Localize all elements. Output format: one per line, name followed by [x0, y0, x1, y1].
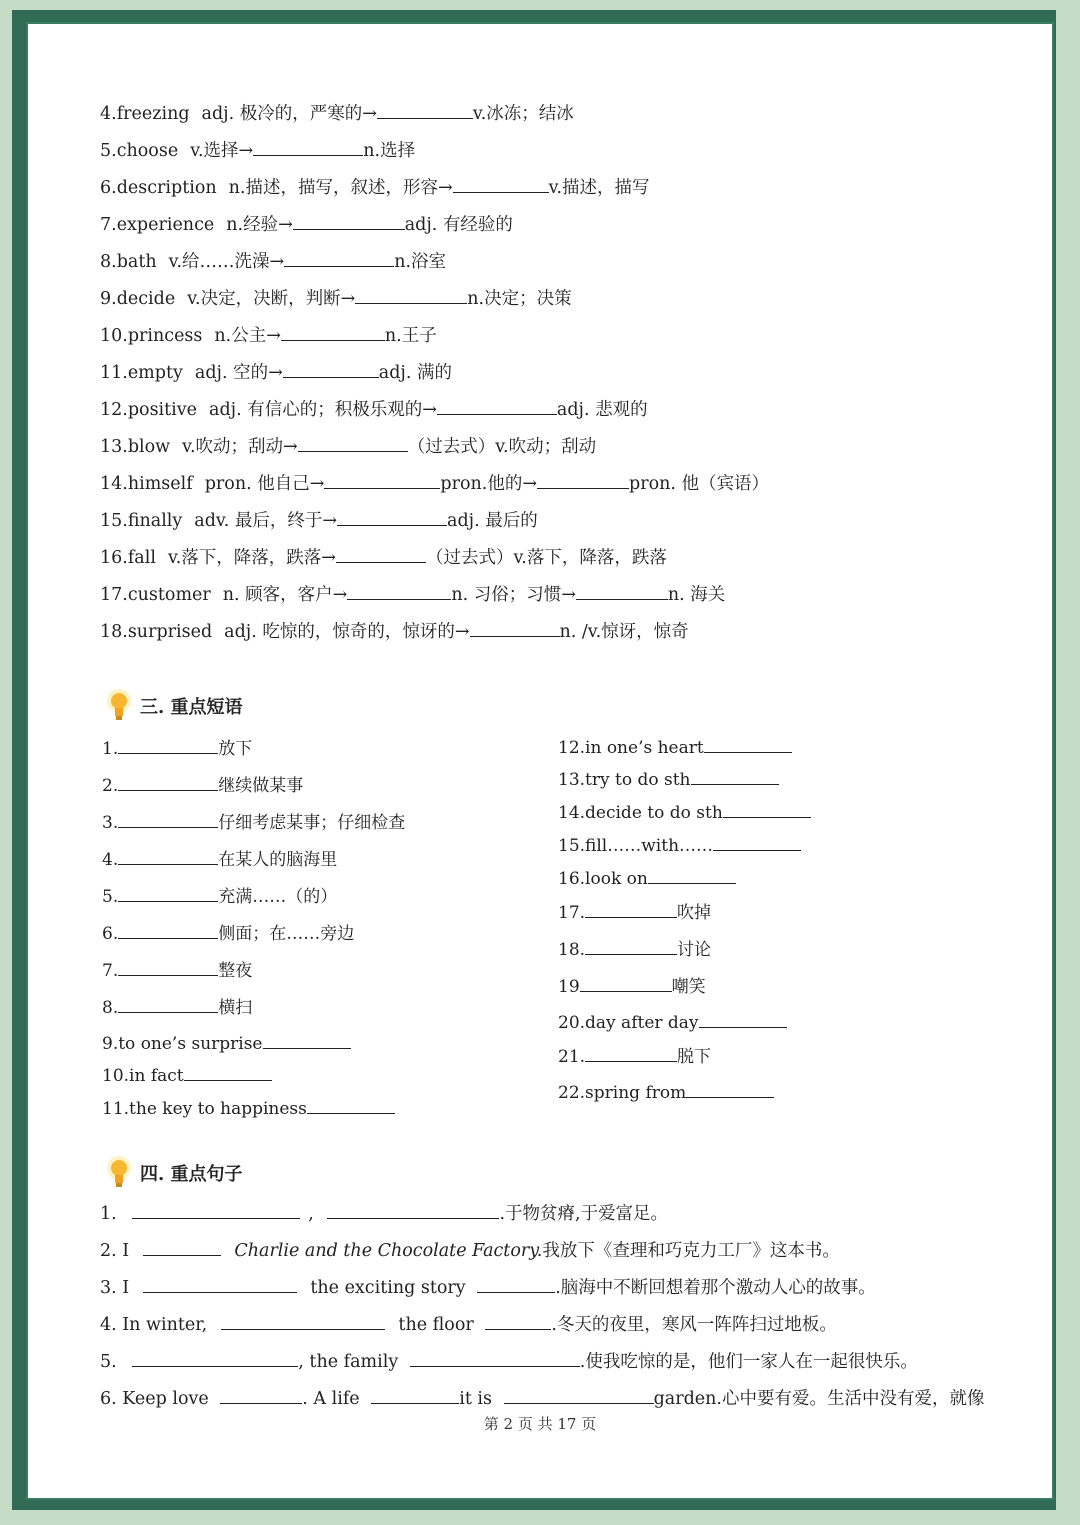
phrase-number: 12.in one’s heart: [558, 738, 704, 758]
phrase-text: 脱下: [677, 1047, 712, 1067]
vocab-meaning: adv. 最后，终于→: [194, 511, 338, 531]
vocab-word: 12.positive: [100, 400, 198, 420]
sentence-3: 3. I the exciting story .脑海中不断回想着那个激动人心的故事。: [100, 1274, 876, 1300]
vocab-meaning: pron. 他自己→: [204, 474, 325, 494]
answer-blank[interactable]: [713, 832, 801, 851]
answer-blank[interactable]: [253, 137, 363, 156]
phrase-item: [558, 734, 792, 758]
vocab-item: [100, 100, 574, 126]
answer-blank[interactable]: [585, 899, 677, 918]
vocab-item: [100, 433, 596, 459]
phrase-item: [102, 1062, 272, 1086]
answer-blank[interactable]: [327, 1200, 499, 1219]
answer-blank[interactable]: [504, 1385, 654, 1404]
vocab-target: v.冰冻；结冰: [472, 104, 574, 124]
vocab-meaning: n.描述，描写，叙述，形容→: [228, 178, 453, 198]
answer-blank[interactable]: [686, 1079, 774, 1098]
phrase-text: 嘲笑: [671, 977, 706, 997]
vocab-item: [100, 581, 725, 607]
phrase-number: 19: [558, 977, 580, 997]
phrase-number: 6.: [102, 924, 119, 944]
vocab-word: 8.bath: [100, 252, 157, 272]
vocab-word: 17.customer: [100, 585, 211, 605]
answer-blank[interactable]: [485, 1311, 551, 1330]
answer-blank[interactable]: [118, 846, 218, 865]
phrase-number: 8.: [102, 998, 119, 1018]
answer-blank[interactable]: [470, 618, 560, 637]
sentence-4: 4. In winter, the floor .冬天的夜里，寒风一阵阵扫过地板。: [100, 1311, 837, 1337]
phrase-number: 21.: [558, 1047, 586, 1067]
phrase-text: 继续做某事: [218, 776, 304, 796]
phrase-number: 11.the key to happiness: [102, 1099, 307, 1119]
vocab-target: adj. 满的: [378, 363, 452, 383]
phrase-item: [102, 734, 252, 759]
section-4-title: 四. 重点句子: [140, 1164, 243, 1185]
phrase-number: 10.in fact: [102, 1066, 184, 1086]
phrase-item: [102, 956, 252, 981]
phrase-item: [558, 1079, 774, 1103]
answer-blank[interactable]: [298, 433, 408, 452]
answer-blank[interactable]: [118, 883, 218, 902]
vocab-meaning: n.公主→: [214, 326, 281, 346]
phrase-item: [102, 993, 252, 1018]
vocab-word: 4.freezing: [100, 104, 190, 124]
vocab-word: 15.finally: [100, 511, 183, 531]
lightbulb-icon: [104, 688, 134, 724]
section-4-heading: [104, 1155, 243, 1191]
answer-blank[interactable]: [118, 735, 218, 754]
phrase-number: 15.fill……with……: [558, 836, 714, 856]
answer-blank[interactable]: [371, 1385, 459, 1404]
answer-blank[interactable]: [477, 1274, 555, 1293]
phrase-number: 13.try to do sth: [558, 770, 691, 790]
answer-blank[interactable]: [118, 772, 218, 791]
phrase-number: 16.look on: [558, 869, 648, 889]
vocab-target: pron.他的→: [440, 474, 537, 494]
phrase-item: [558, 898, 711, 923]
vocab-target: v.描述，描写: [548, 178, 650, 198]
answer-blank[interactable]: [699, 1009, 787, 1028]
phrase-text: 横扫: [218, 998, 253, 1018]
vocab-meaning: n. 顾客，客户→: [222, 585, 348, 605]
vocab-meaning: n.经验→: [226, 215, 293, 235]
vocab-target: adj. 最后的: [447, 511, 538, 531]
answer-blank[interactable]: [293, 211, 405, 230]
answer-blank[interactable]: [453, 174, 549, 193]
vocab-item: [100, 507, 538, 533]
vocab-word: 13.blow: [100, 437, 171, 457]
phrase-item: [558, 935, 711, 960]
vocab-target: adj. 有经验的: [404, 215, 513, 235]
answer-blank[interactable]: [118, 920, 218, 939]
answer-blank[interactable]: [324, 470, 440, 489]
vocab-meaning: v.选择→: [190, 141, 254, 161]
phrase-item: [102, 845, 337, 870]
phrase-item: [558, 766, 779, 790]
vocab-meaning: v.决定，决断，判断→: [187, 289, 356, 309]
vocab-item: [100, 285, 572, 311]
answer-blank[interactable]: [118, 809, 218, 828]
vocab-item: [100, 137, 415, 163]
vocab-item: [100, 396, 648, 422]
vocab-item: [100, 359, 452, 385]
phrase-number: 17.: [558, 903, 586, 923]
phrase-item: [102, 919, 354, 944]
vocab-target-2: n. 海关: [667, 585, 726, 605]
answer-blank[interactable]: [336, 544, 426, 563]
phrase-text: 放下: [218, 739, 253, 759]
phrase-item: [102, 1030, 351, 1054]
vocab-word: 5.choose: [100, 141, 179, 161]
vocab-item: [100, 322, 437, 348]
vocab-item: [100, 618, 689, 644]
phrase-number: 1.: [102, 739, 119, 759]
phrase-text: 仔细考虑某事；仔细检查: [218, 813, 406, 833]
answer-blank[interactable]: [143, 1237, 221, 1256]
phrase-item: [558, 1042, 711, 1067]
phrase-item: [102, 882, 337, 907]
phrase-number: 7.: [102, 961, 119, 981]
sentence-1: 1. , .于物贫瘠,于爱富足。: [100, 1200, 668, 1226]
vocab-item: [100, 211, 513, 237]
phrase-item: [558, 832, 801, 856]
vocab-item: [100, 248, 446, 274]
vocab-target: （过去式）v.吹动；刮动: [407, 437, 597, 457]
answer-blank[interactable]: [118, 994, 218, 1013]
vocab-meaning: v.吹动；刮动→: [182, 437, 298, 457]
answer-blank[interactable]: [585, 1043, 677, 1062]
phrase-number: 20.day after day: [558, 1013, 699, 1033]
phrase-item: [102, 808, 405, 833]
answer-blank[interactable]: [576, 581, 668, 600]
vocab-target: n.决定；决策: [467, 289, 572, 309]
answer-blank[interactable]: [723, 799, 811, 818]
phrase-number: 9.to one’s surprise: [102, 1034, 263, 1054]
vocab-word: 10.princess: [100, 326, 203, 346]
answer-blank[interactable]: [585, 936, 677, 955]
phrase-number: 2.: [102, 776, 119, 796]
vocab-word: 6.description: [100, 178, 217, 198]
answer-blank[interactable]: [284, 248, 394, 267]
phrase-number: 22.spring from: [558, 1083, 687, 1103]
phrase-number: 5.: [102, 887, 119, 907]
answer-blank[interactable]: [184, 1062, 272, 1081]
phrase-item: [558, 972, 706, 997]
vocab-target: n. 习俗；习惯→: [451, 585, 576, 605]
sentence-2: 2. I Charlie and the Chocolate Factory.我放下《查理和巧克力工厂》这本书。: [100, 1237, 840, 1263]
phrase-item: [558, 865, 736, 889]
answer-blank[interactable]: [347, 581, 451, 600]
phrase-text: 吹掉: [677, 903, 712, 923]
phrase-item: [558, 799, 811, 823]
vocab-target: n.王子: [384, 326, 437, 346]
section-3-title: 三. 重点短语: [140, 697, 243, 718]
vocab-target: n.选择: [363, 141, 416, 161]
vocab-target: （过去式）v.落下，降落，跌落: [425, 548, 667, 568]
phrase-number: 4.: [102, 850, 119, 870]
vocab-word: 9.decide: [100, 289, 176, 309]
answer-blank[interactable]: [648, 865, 736, 884]
answer-blank[interactable]: [283, 359, 379, 378]
answer-blank[interactable]: [307, 1095, 395, 1114]
phrase-item: [558, 1009, 787, 1033]
answer-blank[interactable]: [580, 973, 672, 992]
vocab-word: 14.himself: [100, 474, 193, 494]
vocab-target: adj. 悲观的: [556, 400, 648, 420]
vocab-word: 7.experience: [100, 215, 215, 235]
answer-blank[interactable]: [132, 1348, 298, 1367]
vocab-meaning: v.给……洗澡→: [168, 252, 285, 272]
phrase-item: [102, 1095, 395, 1119]
answer-blank[interactable]: [704, 734, 792, 753]
answer-blank[interactable]: [281, 322, 385, 341]
vocab-word: 16.fall: [100, 548, 156, 568]
sentence-5: 5. , the family .使我吃惊的是，他们一家人在一起很快乐。: [100, 1348, 918, 1374]
answer-blank[interactable]: [377, 100, 473, 119]
answer-blank[interactable]: [263, 1030, 351, 1049]
phrase-text: 充满……（的）: [218, 887, 338, 907]
vocab-target: n. /v.惊讶，惊奇: [559, 622, 689, 642]
phrase-item: [102, 771, 303, 796]
sentence-6: 6. Keep love . A life it is garden.心中要有爱。生活中没有爱，就像: [100, 1385, 985, 1411]
vocab-meaning: v.落下，降落，跌落→: [167, 548, 336, 568]
phrase-number: 14.decide to do sth: [558, 803, 723, 823]
answer-blank[interactable]: [337, 507, 447, 526]
vocab-item: [100, 174, 650, 200]
phrase-text: 在某人的脑海里: [218, 850, 338, 870]
vocab-meaning: adj. 吃惊的，惊奇的，惊讶的→: [224, 622, 470, 642]
phrase-text: 侧面；在……旁边: [218, 924, 355, 944]
page-footer: 第 2 页 共 17 页: [483, 1415, 597, 1433]
answer-blank[interactable]: [143, 1274, 297, 1293]
vocab-item: [100, 544, 667, 570]
vocab-meaning: adj. 极冷的，严寒的→: [201, 104, 377, 124]
phrase-text: 讨论: [677, 940, 712, 960]
vocab-target-2: pron. 他（宾语）: [629, 474, 769, 494]
answer-blank[interactable]: [132, 1200, 300, 1219]
answer-blank[interactable]: [355, 285, 467, 304]
lightbulb-icon: [104, 1155, 134, 1191]
answer-blank[interactable]: [437, 396, 557, 415]
vocab-meaning: adj. 空的→: [194, 363, 283, 383]
answer-blank[interactable]: [410, 1348, 580, 1367]
answer-blank[interactable]: [221, 1311, 385, 1330]
vocab-word: 11.empty: [100, 363, 183, 383]
phrase-text: 整夜: [218, 961, 253, 981]
vocab-word: 18.surprised: [100, 622, 213, 642]
answer-blank[interactable]: [118, 957, 218, 976]
phrase-number: 3.: [102, 813, 119, 833]
vocab-meaning: adj. 有信心的；积极乐观的→: [209, 400, 437, 420]
vocab-target: n.浴室: [394, 252, 447, 272]
vocab-item: [100, 470, 769, 496]
answer-blank[interactable]: [220, 1385, 302, 1404]
phrase-number: 18.: [558, 940, 586, 960]
answer-blank[interactable]: [691, 766, 779, 785]
section-3-heading: [104, 688, 243, 724]
answer-blank[interactable]: [537, 470, 629, 489]
